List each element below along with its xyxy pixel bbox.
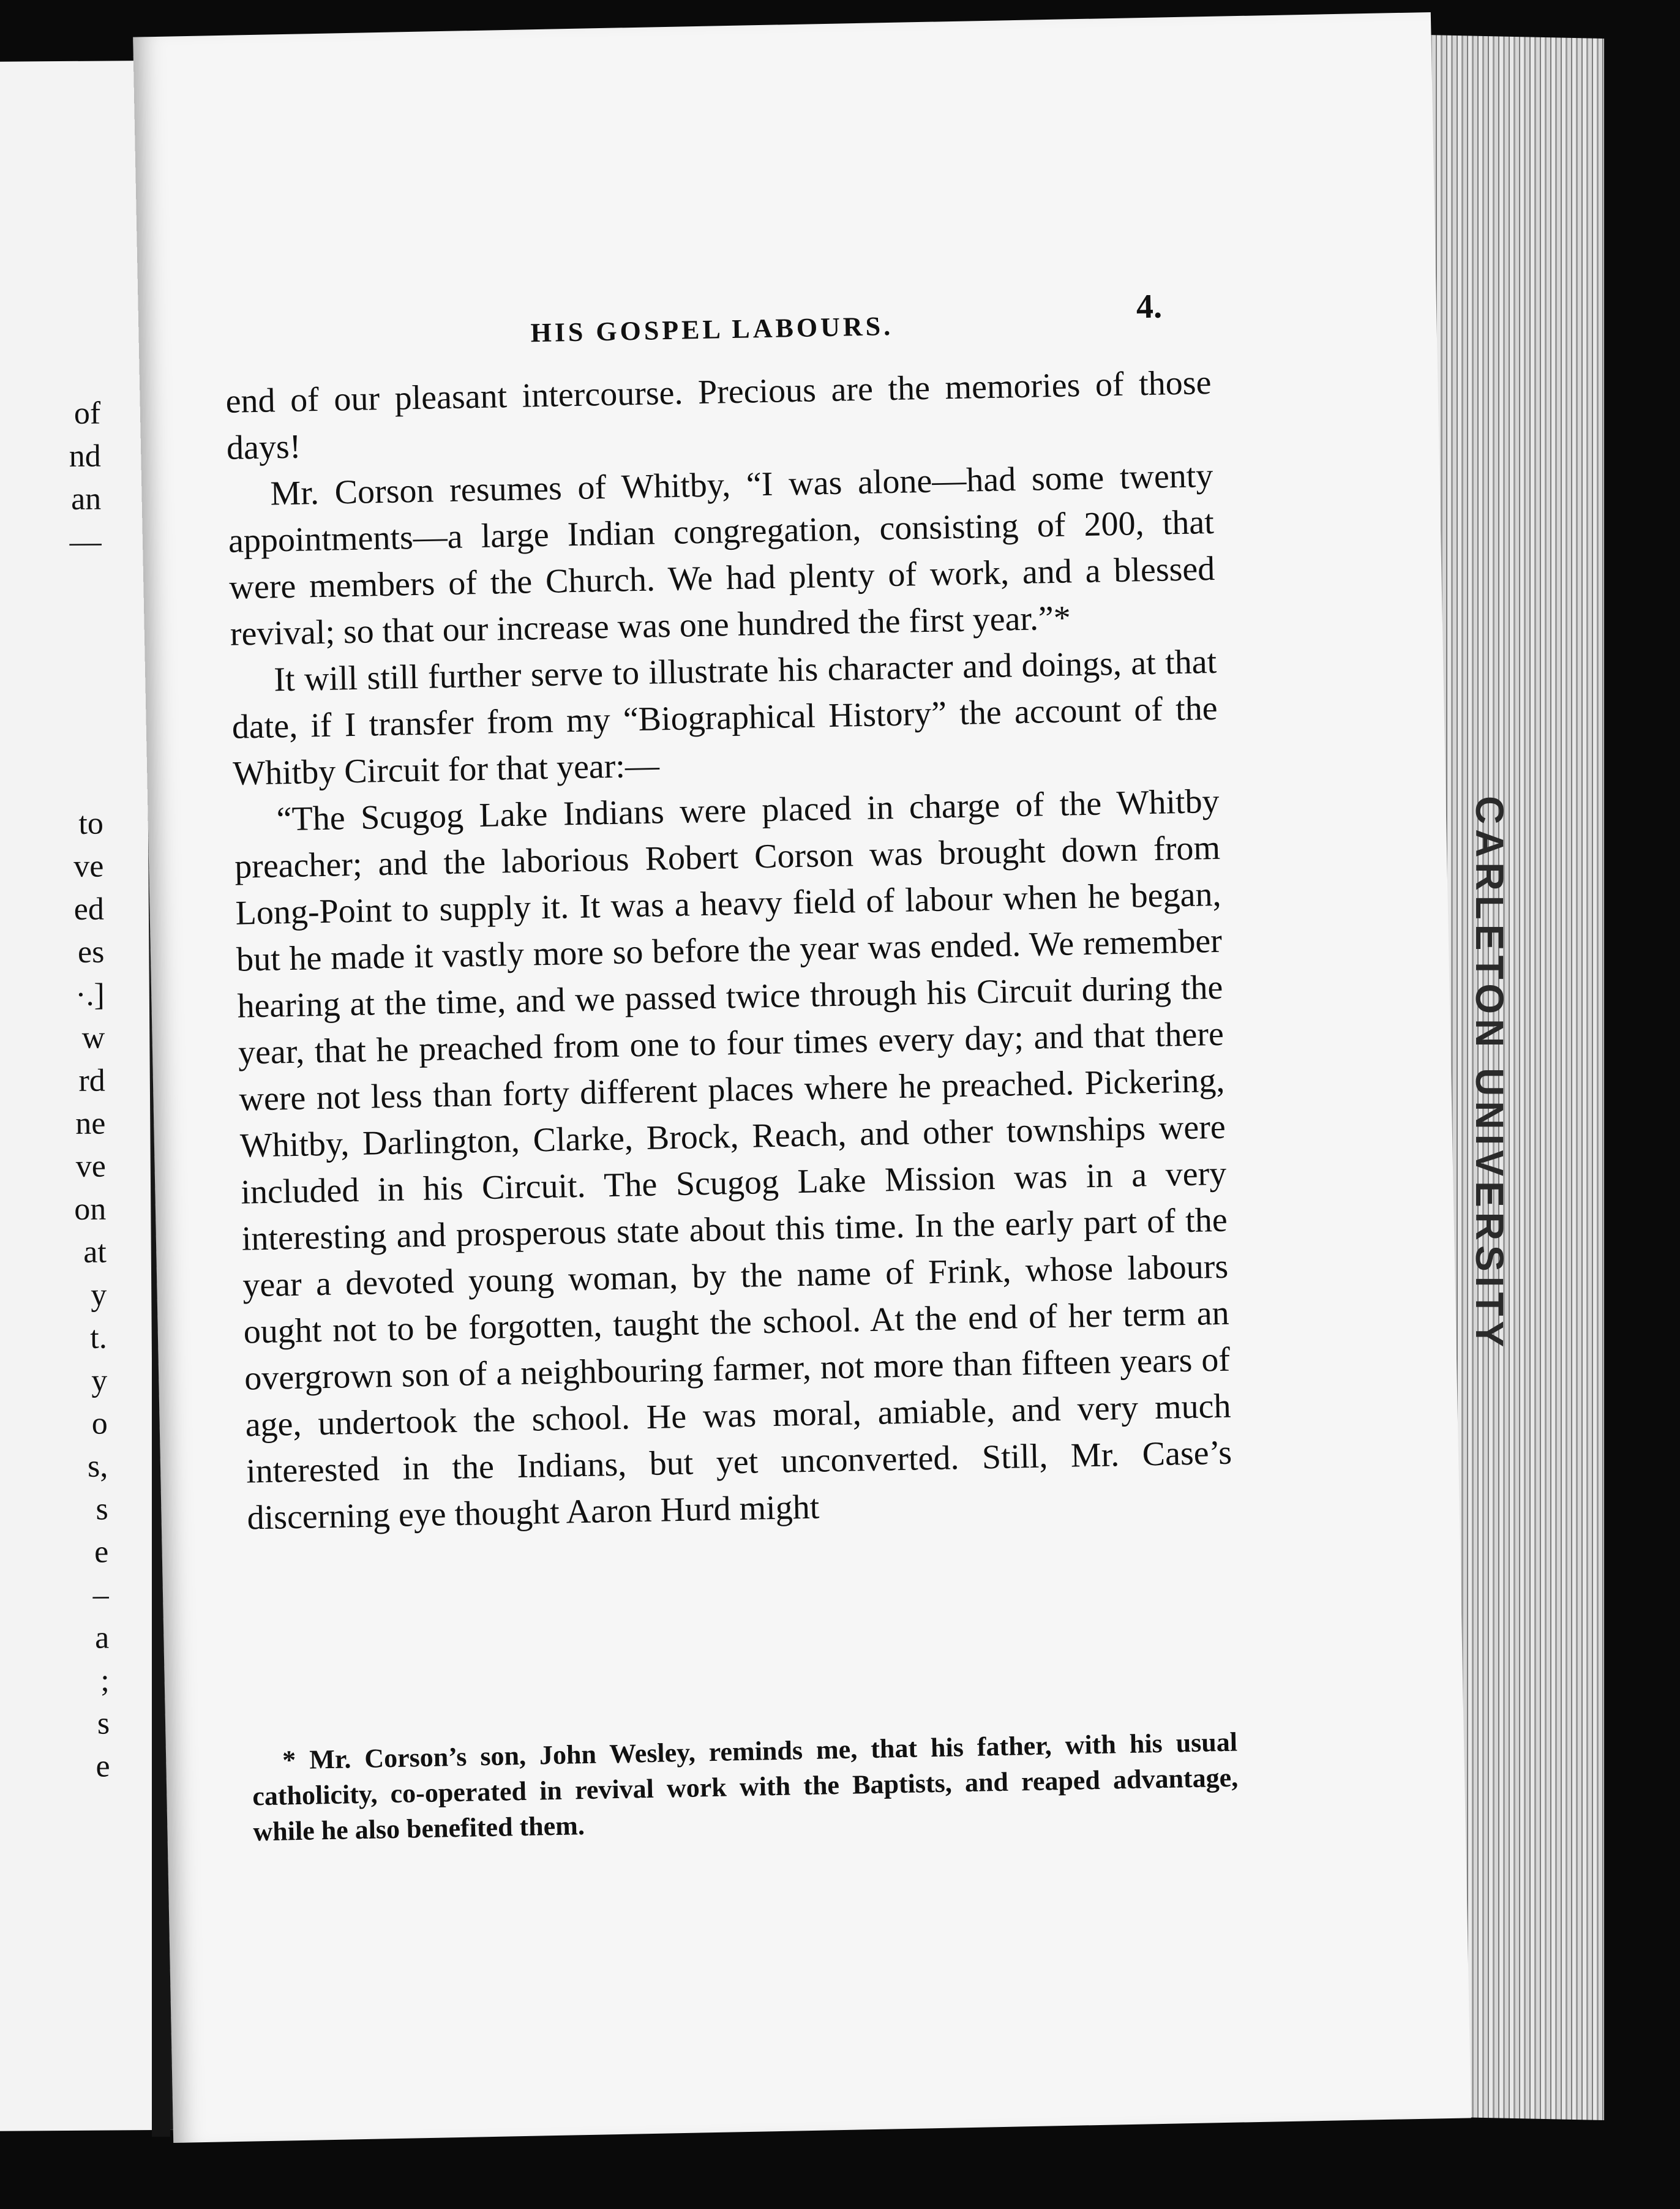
left-page-fragment: e bbox=[96, 1749, 110, 1784]
running-head: HIS GOSPEL LABOURS. bbox=[530, 310, 894, 348]
paragraph: “The Scugog Lake Indians were placed in charge of the Whitby preacher; and the laborious Robert Corson was brought down from Long-Point to supply it. It was a heavy field of labour when he began, but he made it vastly more so before the year was ended. We remember hearing at the time, and we passed twice through his Circuit during the year, that he preached from one to four times every day; and that there were not less than forty different places where he preached. Pickering, Whitby, Darlington, Clarke, Brock, Reach, and other townships were included in his Circuit. The Scugog Lake Mission was in a very interesting and prosperous state about this time. In the early part of the year a devoted young woman, by the name of Frink, whose labours ought not to be forgotten, taught the school. At the end of her term an overgrown son of a neighbouring farmer, not more than fifteen years of age, undertook the school. He was moral, amiable, and very much interested in the Indians, but yet unconverted. Still, Mr. Case’s discerning eye thought Aaron Hurd might bbox=[234, 782, 1232, 1537]
right-page bbox=[133, 12, 1471, 2143]
left-page-fragment: e bbox=[94, 1534, 109, 1570]
left-page-fragment: ; bbox=[100, 1663, 110, 1698]
left-page-fragment: s bbox=[96, 1491, 108, 1527]
paragraph: Mr. Corson resumes of Whitby, “I was alone—had some twenty appointments—a large Indian congregation, consisting of 200, that were members of the Church. We had plenty of work, and a blessed revival; so that our increase was one hundred the first year.”* bbox=[228, 456, 1215, 653]
left-page-fragment: ve bbox=[75, 1149, 107, 1184]
page-number: 4. bbox=[1136, 287, 1163, 326]
left-page-fragment: w bbox=[81, 1020, 105, 1056]
left-page-fragment: to bbox=[78, 806, 104, 841]
left-page-fragment: — bbox=[69, 524, 102, 560]
left-page-fragment: at bbox=[83, 1234, 107, 1270]
footnote bbox=[252, 1725, 1239, 1850]
left-page-fragment: ·.] bbox=[75, 977, 105, 1013]
left-page-fragment: ne bbox=[75, 1106, 106, 1141]
left-page-fragment: ve bbox=[73, 849, 104, 884]
left-page-fragment: y bbox=[91, 1363, 108, 1398]
left-page-fragment: s bbox=[97, 1706, 110, 1741]
footnote-text: * Mr. Corson’s son, John Wesley, reminds me, that his father, with his usual catholicity, co-operated in revival work with the Baptists, and reaped advantage, while he also benefited them. bbox=[252, 1727, 1239, 1847]
paragraph: end of our pleasant intercourse. Precious are the memories of those days! bbox=[225, 363, 1212, 467]
library-stamp: CARLETON UNIVERSITY bbox=[1468, 796, 1512, 1352]
left-page-fragment: t. bbox=[90, 1320, 107, 1356]
left-page-fragment: of bbox=[73, 396, 101, 431]
left-page-fragment: on bbox=[74, 1191, 107, 1227]
left-page-fragment: es bbox=[77, 934, 105, 970]
left-page-fragment: nd bbox=[69, 438, 101, 474]
paragraph: It will still further serve to illustrate his character and doings, at that date, if I transfer from my “Biographical History” the account of the Whitby Circuit for that year:— bbox=[231, 642, 1218, 793]
left-page-fragment: y bbox=[91, 1277, 107, 1313]
left-page-fragment: a bbox=[94, 1620, 110, 1656]
left-page-fragment: o bbox=[91, 1406, 108, 1441]
left-page-fragments bbox=[0, 61, 118, 2132]
body-text bbox=[225, 359, 1233, 1542]
left-page-fragment: rd bbox=[78, 1063, 106, 1098]
left-page-fragment: s, bbox=[87, 1449, 108, 1484]
left-page-fragment: ed bbox=[73, 891, 105, 927]
left-page-fragment: – bbox=[92, 1577, 109, 1613]
left-page-fragment: an bbox=[70, 481, 102, 517]
